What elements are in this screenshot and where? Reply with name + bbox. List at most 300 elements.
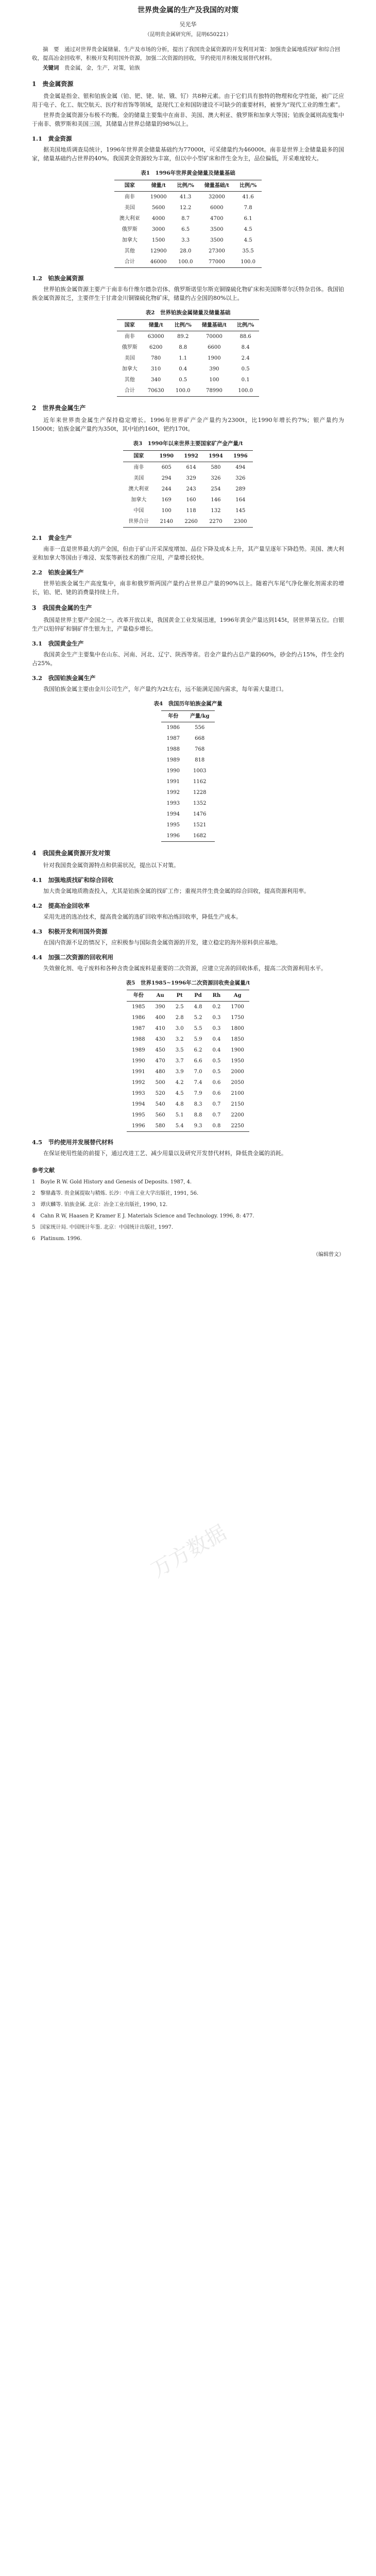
table-cell: 1996 xyxy=(161,831,184,842)
table-cell: 4000 xyxy=(151,216,165,222)
table-cell: 加拿大 xyxy=(122,238,138,243)
paragraph: 失效催化剂、电子废料和各种含贵金属废料是重要的二次资源，应建立完善的回收体系，提高二次资源利用水平。 xyxy=(43,965,327,972)
table-header-cell: Rh xyxy=(208,990,226,1002)
table-row xyxy=(117,353,259,364)
table-cell: 294 xyxy=(161,476,172,481)
table-cell: 7.0 xyxy=(194,1069,202,1075)
table-cell: 加拿大 xyxy=(122,366,138,372)
table-cell: 2.5 xyxy=(175,1004,184,1010)
table-cell: 5.5 xyxy=(194,1026,202,1031)
table-cell: 818 xyxy=(195,757,205,763)
table-caption: 表3 1990年以来世界主要国家矿产金产量/t xyxy=(133,440,243,447)
section-heading: 2 世界贵金属生产 xyxy=(32,404,86,412)
data-table xyxy=(127,990,249,1132)
table-cell: 160 xyxy=(186,497,196,503)
table-cell: 2100 xyxy=(231,1091,244,1096)
table-cell: 2270 xyxy=(203,516,228,528)
table-cell: 27300 xyxy=(209,248,225,254)
table-cell: 4.8 xyxy=(175,1101,184,1107)
table-cell: 100 xyxy=(209,377,219,383)
data-table xyxy=(161,710,214,842)
article-body xyxy=(32,80,344,1243)
table-row xyxy=(127,1002,249,1013)
table-cell: 2050 xyxy=(231,1080,244,1086)
table-caption: 表5 世界1985~1996年二次资源回收贵金属量/t xyxy=(126,980,250,986)
table-cell: 0.6 xyxy=(212,1091,221,1096)
keywords xyxy=(32,64,344,73)
table-cell: 0.5 xyxy=(212,1058,221,1064)
table-cell: 0.3 xyxy=(212,1026,221,1031)
table-cell: 0.6 xyxy=(212,1080,221,1086)
table-cell: 3000 xyxy=(151,227,165,232)
table-row xyxy=(114,246,262,257)
table-cell: 俄罗斯 xyxy=(122,345,138,350)
section-heading: 4.4 加强二次资源的回收利用 xyxy=(32,954,114,961)
table-cell: 南非 xyxy=(124,334,135,340)
table-header-cell: 国家 xyxy=(117,320,143,331)
table-cell: 0.4 xyxy=(212,1047,221,1053)
table-cell: 8.7 xyxy=(181,216,190,222)
table-cell: 1228 xyxy=(193,790,207,795)
table-row xyxy=(127,1077,249,1088)
table-caption: 表1 1996年世界黄金储量及储量基础 xyxy=(141,170,235,176)
table-cell: 南非 xyxy=(133,465,144,470)
table-cell: 556 xyxy=(195,725,205,731)
table-row xyxy=(123,495,252,505)
table-cell: 5.9 xyxy=(194,1037,202,1042)
table-cell: 3500 xyxy=(210,238,224,243)
table-cell: 520 xyxy=(155,1091,165,1096)
paragraph: 据美国地质调查局统计，1996年世界黄金储量基础约为77000t，可采储量约为46000t。南非是世界上金储量最多的国家，储量基础约占世界的40%。我国黄金资源较为丰富，但以中小型矿床和伴生金为主，品位偏低，开采难度较大。 xyxy=(32,146,344,162)
table-cell: 100.0 xyxy=(234,257,262,268)
table-header-cell: 1990 xyxy=(154,451,179,462)
table-cell: 2.4 xyxy=(241,355,250,361)
table-cell: 326 xyxy=(211,476,221,481)
section-heading: 1.2 铂族金属资源 xyxy=(32,275,84,282)
table-header-cell: 1992 xyxy=(179,451,203,462)
references-title: 参考文献 xyxy=(32,1167,55,1174)
table-cell: 605 xyxy=(161,465,172,470)
table-cell: 164 xyxy=(235,497,246,503)
table-cell: 400 xyxy=(155,1015,165,1021)
table-row xyxy=(127,1012,249,1023)
table-cell: 美国 xyxy=(124,355,135,361)
paragraph: 世界铂族金属生产高度集中，南非和俄罗斯两国产量约占世界总产量的90%以上。随着汽车尾气净化催化剂需求的增长，铂、钯、铑的消费量持续上升。 xyxy=(32,580,344,596)
table-cell: 132 xyxy=(211,508,221,514)
table-cell: 俄罗斯 xyxy=(122,227,138,232)
table-cell: 美国 xyxy=(133,476,144,481)
table-cell: 4.5 xyxy=(244,238,252,243)
table-cell: 470 xyxy=(155,1058,165,1064)
table-cell: 100.0 xyxy=(232,385,259,397)
table-header-cell: 1994 xyxy=(203,451,228,462)
table-cell: 5.2 xyxy=(194,1015,202,1021)
table-cell: 7.9 xyxy=(194,1091,202,1096)
table-cell: 澳大利亚 xyxy=(119,216,140,222)
table-cell: 1993 xyxy=(166,801,180,806)
table-header-cell: 储量基础/t xyxy=(199,180,234,192)
table-cell: 0.5 xyxy=(212,1069,221,1075)
table-cell: 494 xyxy=(235,465,246,470)
table-cell: 1996 xyxy=(127,1121,150,1132)
abstract: 摘 要 通过对世界贵金属储量、生产及市场的分析，提出了我国贵金属资源的开发利用对策：加强贵金属地质找矿和综合回收，提高冶金回收率，积极开发利用国外资源，加强二次资源的回收，节约使用并积极发展替代材料。 xyxy=(32,46,340,61)
table-cell: 1950 xyxy=(231,1058,244,1064)
table-row xyxy=(117,375,259,385)
table-cell: 390 xyxy=(209,366,219,372)
table-header-cell: Ag xyxy=(226,990,249,1002)
table-cell: 美国 xyxy=(124,205,135,211)
section-heading: 4.1 加强地质找矿和综合回收 xyxy=(32,876,114,884)
table-cell: 4.5 xyxy=(244,227,252,232)
table-row xyxy=(123,516,252,528)
reference-item: 4 Cahn R W, Haasen P, Kramer E J. Materials Science and Technology. 1996, 8: 477. xyxy=(32,1213,254,1219)
table-cell: 1991 xyxy=(132,1069,145,1075)
table-cell: 560 xyxy=(155,1112,165,1118)
table-cell: 580 xyxy=(211,465,221,470)
table-cell: 1476 xyxy=(193,811,207,817)
table-cell: 2000 xyxy=(231,1069,244,1075)
reference-item: 3 谭庆麟等. 铂族金属. 北京：冶金工业出版社, 1990, 12. xyxy=(32,1202,168,1208)
table-cell: 1990 xyxy=(166,768,180,774)
table-row xyxy=(114,202,262,213)
paragraph: 采用先进的选冶技术，提高贵金属的选矿回收率和冶炼回收率，降低生产成本。 xyxy=(43,913,242,920)
table-cell: 2200 xyxy=(231,1112,244,1118)
table-cell: 1850 xyxy=(231,1037,244,1042)
table-cell: 6200 xyxy=(149,345,163,350)
table-cell: 3500 xyxy=(210,227,224,232)
table-row xyxy=(161,733,214,744)
table-cell: 9.3 xyxy=(189,1121,208,1132)
table-row xyxy=(161,798,214,809)
table-cell: 77000 xyxy=(199,257,234,268)
table-cell: 145 xyxy=(235,508,246,514)
paragraph: 加大贵金属地质勘查投入，尤其是铂族金属的找矿工作；重视共伴生贵金属的综合回收，提高资源利用率。 xyxy=(43,888,310,894)
table-cell: 1989 xyxy=(132,1047,145,1053)
section-heading: 1.1 黄金资源 xyxy=(32,135,72,142)
table-cell: 480 xyxy=(155,1069,165,1075)
table-row xyxy=(123,505,252,516)
table-cell: 5600 xyxy=(151,205,165,211)
table-cell: 35.5 xyxy=(242,248,254,254)
page-title: 世界贵金属的生产及我国的对策 xyxy=(138,6,238,14)
table-cell: 3.0 xyxy=(175,1026,184,1031)
table-header-cell: 产量/kg xyxy=(185,711,215,722)
table-cell: 430 xyxy=(155,1037,165,1042)
paragraph: 世界铂族金属资源主要产于南非布什维尔德杂岩体、俄罗斯诺里尔斯克铜镍硫化物矿床和美国斯蒂尔沃特杂岩体。我国铂族金属资源贫乏，主要伴生于甘肃金川铜镍硫化物矿床，储量约占全国的80%以上。 xyxy=(32,286,344,301)
table-row xyxy=(123,484,252,495)
data-table xyxy=(114,180,262,268)
section-heading: 4.3 积极开发利用国外资源 xyxy=(32,928,108,935)
table-cell: 8.8 xyxy=(179,345,187,350)
editor-note: （编辑曾文） xyxy=(313,1252,344,1258)
table-cell: 6000 xyxy=(210,205,224,211)
table-header-cell: 比例/% xyxy=(232,320,259,331)
table-cell: 5.1 xyxy=(175,1112,184,1118)
table-cell: 614 xyxy=(186,465,196,470)
table-row xyxy=(123,473,252,484)
table-cell: 100.0 xyxy=(172,257,199,268)
reference-item: 6 Platinum. 1996. xyxy=(32,1236,82,1242)
table-row xyxy=(161,831,214,842)
table-cell: 1987 xyxy=(166,736,180,741)
table-cell: 78990 xyxy=(197,385,232,397)
section-heading: 4 我国贵金属资源开发对策 xyxy=(32,850,111,857)
table-cell: 3.5 xyxy=(175,1047,184,1053)
table-cell: 1989 xyxy=(166,757,180,763)
table-cell: 32000 xyxy=(209,194,225,200)
section-heading: 1 贵金属资源 xyxy=(32,80,74,88)
table-row xyxy=(161,744,214,755)
table-cell: 580 xyxy=(150,1121,170,1132)
table-row xyxy=(114,213,262,224)
table-cell: 0.2 xyxy=(212,1004,221,1010)
table-row xyxy=(161,776,214,787)
table-cell: 289 xyxy=(235,486,246,492)
table-cell: 100 xyxy=(161,508,172,514)
table-cell: 2300 xyxy=(228,516,253,528)
section-heading: 2.1 黄金生产 xyxy=(32,534,72,541)
table-row xyxy=(117,342,259,353)
table-cell: 1003 xyxy=(193,768,207,774)
table-cell: 100.0 xyxy=(169,385,197,397)
table-cell: 310 xyxy=(151,366,161,372)
table-cell: 2250 xyxy=(226,1121,249,1132)
table-cell: 0.3 xyxy=(212,1015,221,1021)
table-cell: 1986 xyxy=(166,725,180,731)
table-cell: 12.2 xyxy=(180,205,192,211)
table-cell: 244 xyxy=(161,486,172,492)
keywords-text: 贵金属，金，生产，对策，铂族 xyxy=(64,65,140,71)
table-header-cell: Au xyxy=(150,990,170,1002)
table-row xyxy=(127,1066,249,1077)
table-cell: 4700 xyxy=(210,216,224,222)
table-cell: 6600 xyxy=(208,345,221,350)
table-cell: 3.3 xyxy=(181,238,190,243)
paragraph: 在国内资源不足的情况下，应积极参与国际贵金属资源的开发，建立稳定的海外原料供应基地。 xyxy=(43,939,281,946)
paragraph: 贵金属是指金、银和铂族金属（铂、钯、铑、铱、锇、钌）共8种元素。由于它们具有独特的物理和化学性能，被广泛应用于电子、化工、航空航天、医疗和首饰等领域，是现代工业和国防建设不可缺少的重要材料，被誉为“现代工业的维生素”。 xyxy=(32,93,344,108)
table-header-cell: 国家 xyxy=(123,451,154,462)
author: 吴光华 xyxy=(179,21,197,28)
table-cell: 3.2 xyxy=(175,1037,184,1042)
table-header-cell: 年份 xyxy=(161,711,184,722)
table-row xyxy=(123,462,252,473)
table-cell: 0.4 xyxy=(179,366,187,372)
table-cell: 1700 xyxy=(231,1004,244,1010)
table-cell: 0.7 xyxy=(212,1112,221,1118)
table-cell: 1800 xyxy=(231,1026,244,1031)
table-caption: 表2 世界铂族金属储量及储量基础 xyxy=(145,310,231,316)
table-cell: 1986 xyxy=(132,1015,145,1021)
table-cell: 1900 xyxy=(231,1047,244,1053)
table-cell: 1900 xyxy=(208,355,221,361)
table-cell: 780 xyxy=(151,355,161,361)
table-cell: 19000 xyxy=(150,194,167,200)
table-row xyxy=(127,1045,249,1056)
paragraph: 在保证使用性能的前提下，通过改进工艺、减少用量以及研究开发替代材料，降低贵金属的消耗。 xyxy=(43,1150,287,1157)
table-cell: 1991 xyxy=(166,779,180,785)
table-cell: 329 xyxy=(186,476,196,481)
paragraph: 我国黄金生产主要集中在山东、河南、河北、辽宁、陕西等省。岩金产量约占总产量的60%，砂金约占15%，伴生金约占25%。 xyxy=(32,651,344,667)
table-cell: 其他 xyxy=(124,248,135,254)
table-cell: 1985 xyxy=(132,1004,145,1010)
reference-item: 5 国家统计局. 中国统计年鉴. 北京：中国统计出版社, 1997. xyxy=(32,1225,174,1230)
table-cell: 1521 xyxy=(193,822,207,828)
table-row xyxy=(161,820,214,831)
table-cell: 88.6 xyxy=(240,334,251,340)
table-cell: 668 xyxy=(195,736,205,741)
table-row xyxy=(127,1088,249,1099)
table-cell: 46000 xyxy=(145,257,172,268)
table-cell: 澳大利亚 xyxy=(128,486,149,492)
paragraph: 世界贵金属资源分布极不均衡。金的储量主要集中在南非、美国、澳大利亚、俄罗斯和加拿大等国；铂族金属则高度集中于南非、俄罗斯和美国三国，其储量占世界总储量的98%以上。 xyxy=(32,112,344,127)
table-cell: 加拿大 xyxy=(131,497,147,503)
table-cell: 8.3 xyxy=(194,1101,202,1107)
watermark: 万方数据 xyxy=(147,1520,231,1583)
table-row xyxy=(161,809,214,820)
table-cell: 169 xyxy=(161,497,172,503)
table-cell: 1682 xyxy=(185,831,215,842)
table-row xyxy=(114,192,262,203)
table-header-cell: 1996 xyxy=(228,451,253,462)
table-cell: 28.0 xyxy=(180,248,192,254)
table-cell: 4.5 xyxy=(175,1091,184,1096)
table-cell: 8.8 xyxy=(194,1112,202,1118)
table-cell: 1988 xyxy=(166,747,180,752)
table-cell: 其他 xyxy=(124,377,135,383)
table-cell: 1750 xyxy=(231,1015,244,1021)
table-caption: 表4 我国历年铂族金属产量 xyxy=(153,701,223,707)
article xyxy=(0,0,376,1259)
table-row xyxy=(127,1110,249,1121)
table-row xyxy=(161,766,214,776)
table-cell: 1994 xyxy=(166,811,180,817)
table-cell: 2140 xyxy=(154,516,179,528)
table-cell: 41.3 xyxy=(180,194,192,200)
reference-item: 1 Boyle R W. Gold History and Genesis of Deposits. 1987, 4. xyxy=(32,1179,192,1185)
table-cell: 4.2 xyxy=(175,1080,184,1086)
table-row xyxy=(127,1034,249,1045)
table-cell: 1500 xyxy=(151,238,165,243)
paragraph: 近年来世界贵金属生产保持稳定增长。1996年世界矿产金产量约为2300t，比1990年增长约7%；银产量约为15000t；铂族金属产量约为350t，其中铂约160t，钯约170t。 xyxy=(32,417,344,432)
table-cell: 0.8 xyxy=(208,1121,226,1132)
table-cell: 1993 xyxy=(132,1091,145,1096)
table-cell: 0.1 xyxy=(241,377,250,383)
table-row xyxy=(127,1099,249,1110)
table-row xyxy=(127,1056,249,1066)
affiliation: （昆明贵金属研究所，昆明650221） xyxy=(144,32,232,38)
table-header-cell: 储量/t xyxy=(145,180,172,192)
table-row xyxy=(114,224,262,235)
table-cell: 1.1 xyxy=(179,355,187,361)
table-cell: 1162 xyxy=(193,779,207,785)
table-header-cell: 国家 xyxy=(114,180,145,192)
table-cell: 8.4 xyxy=(241,345,250,350)
table-cell: 2.8 xyxy=(175,1015,184,1021)
table-row xyxy=(117,364,259,375)
table-header-cell: 比例/% xyxy=(169,320,197,331)
table-cell: 1995 xyxy=(166,822,180,828)
table-cell: 243 xyxy=(186,486,196,492)
table-cell: 0.7 xyxy=(212,1101,221,1107)
table-cell: 4.8 xyxy=(194,1004,202,1010)
table-cell: 326 xyxy=(235,476,246,481)
table-header-cell: 比例/% xyxy=(234,180,262,192)
table-row xyxy=(117,385,259,397)
table-cell: 合计 xyxy=(114,257,145,268)
paragraph: 南非一直是世界最大的产金国，但由于矿山开采深度增加、品位下降及成本上升，其产量呈逐年下降趋势。美国、澳大利亚和加拿大等国由于堆浸、炭浆等新技术的推广应用，产量增长较快。 xyxy=(32,546,344,561)
table-header-cell: 储量基础/t xyxy=(197,320,232,331)
table-row xyxy=(117,331,259,343)
section-heading: 3.2 我国铂族金属生产 xyxy=(32,674,96,682)
data-table xyxy=(123,450,252,528)
table-cell: 70630 xyxy=(143,385,169,397)
table-cell: 12900 xyxy=(150,248,167,254)
table-header-cell: 储量/t xyxy=(143,320,169,331)
section-heading: 2.2 铂族金属生产 xyxy=(32,569,84,576)
table-cell: 1992 xyxy=(132,1080,145,1086)
paragraph: 我国铂族金属主要由金川公司生产，年产量约为2t左右，远不能满足国内需求，每年需大量进口。 xyxy=(43,686,287,692)
table-cell: 1990 xyxy=(132,1058,145,1064)
table-cell: 410 xyxy=(155,1026,165,1031)
table-row xyxy=(127,1023,249,1034)
table-row xyxy=(114,257,262,268)
table-cell: 3.7 xyxy=(175,1058,184,1064)
table-cell: 1987 xyxy=(132,1026,145,1031)
section-heading: 3 我国贵金属的生产 xyxy=(32,604,92,612)
table-cell: 3.9 xyxy=(175,1069,184,1075)
table-cell: 2260 xyxy=(179,516,203,528)
keywords-label: 关键词 xyxy=(43,65,59,71)
paragraph: 我国是世界主要产金国之一。改革开放以来，我国黄金工业发展迅速，1996年黄金产量达到145t，居世界第五位。白银生产以铅锌矿和铜矿伴生银为主，产量稳步增长。 xyxy=(32,617,344,632)
table-cell: 合计 xyxy=(117,385,143,397)
section-heading: 4.5 节约使用并发展替代材料 xyxy=(32,1139,114,1146)
table-cell: 450 xyxy=(155,1047,165,1053)
table-cell: 1988 xyxy=(132,1037,145,1042)
table-header-cell: 年份 xyxy=(127,990,150,1002)
table-cell: 340 xyxy=(151,377,161,383)
table-cell: 中国 xyxy=(133,508,144,514)
table-cell: 500 xyxy=(155,1080,165,1086)
table-cell: 7.4 xyxy=(194,1080,202,1086)
table-cell: 63000 xyxy=(147,334,164,340)
table-row xyxy=(127,1121,249,1132)
table-row xyxy=(161,787,214,798)
table-cell: 41.6 xyxy=(242,194,254,200)
table-cell: 1352 xyxy=(193,801,207,806)
table-cell: 0.5 xyxy=(179,377,187,383)
table-cell: 146 xyxy=(211,497,221,503)
paragraph: 针对我国贵金属资源特点和供需状况，提出以下对策。 xyxy=(43,862,179,869)
table-cell: 390 xyxy=(155,1004,165,1010)
table-cell: 89.2 xyxy=(177,334,189,340)
table-cell: 118 xyxy=(186,508,196,514)
table-cell: 254 xyxy=(211,486,221,492)
table-cell: 世界合计 xyxy=(123,516,154,528)
table-cell: 70000 xyxy=(206,334,223,340)
table-row xyxy=(161,722,214,734)
table-row xyxy=(161,755,214,766)
table-cell: 1994 xyxy=(132,1101,145,1107)
table-cell: 6.5 xyxy=(181,227,190,232)
table-header-cell: 比例/% xyxy=(172,180,199,192)
table-cell: 6.6 xyxy=(194,1058,202,1064)
section-heading: 4.2 提高冶金回收率 xyxy=(32,902,90,909)
table-cell: 南非 xyxy=(124,194,135,200)
table-cell: 6.1 xyxy=(244,216,252,222)
table-cell: 768 xyxy=(195,747,205,752)
table-cell: 540 xyxy=(155,1101,165,1107)
table-header-cell: Pt xyxy=(170,990,189,1002)
